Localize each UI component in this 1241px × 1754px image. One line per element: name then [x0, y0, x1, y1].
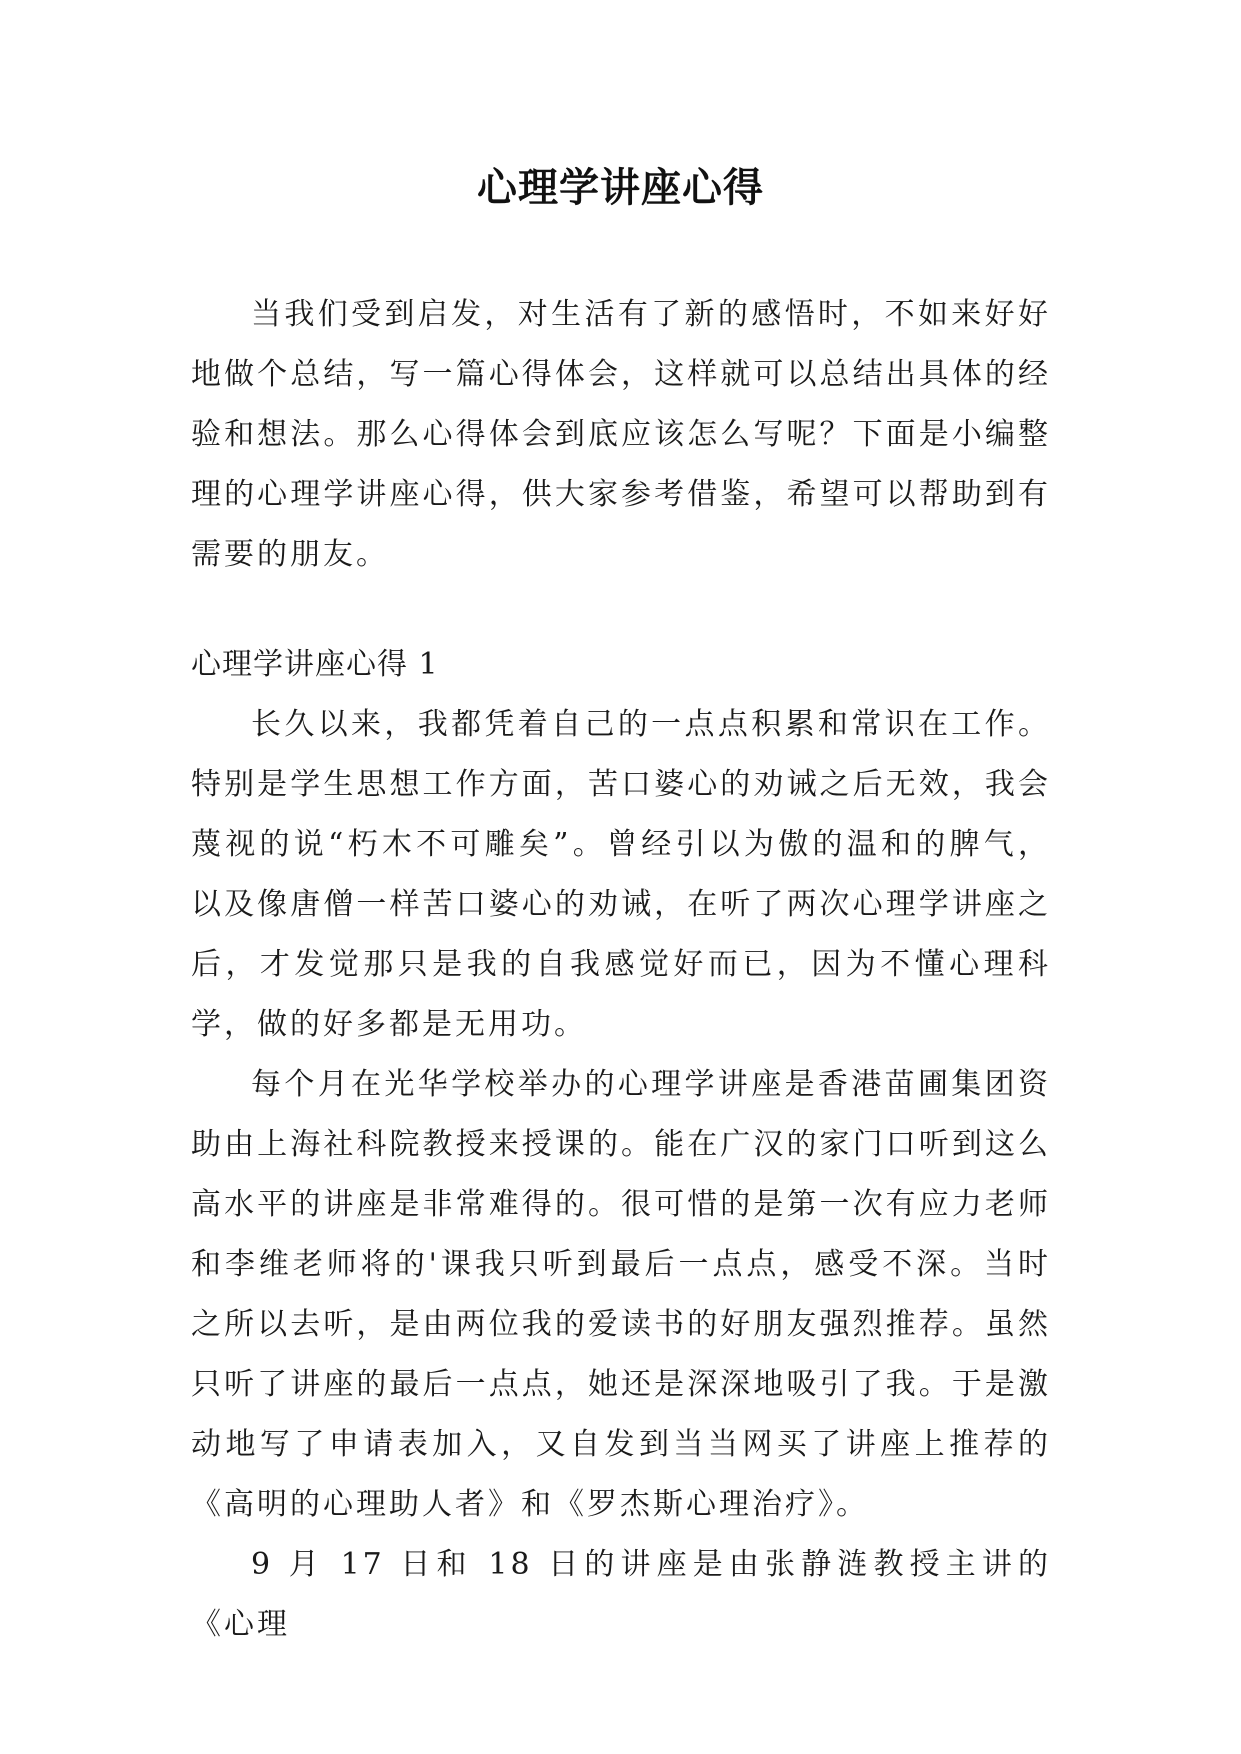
body-paragraph-3: 9 月 17 日和 18 日的讲座是由张静涟教授主讲的《心理 [191, 1547, 1051, 1642]
body-paragraph-1: 长久以来，我都凭着自己的一点点积累和常识在工作。特别是学生思想工作方面，苦口婆心的劝诫之后无效，我会蔑视的说“朽木不可雕矣”。曾经引以为傲的温和的脾气，以及像唐僧一样苦口婆心的劝诫，在听了两次心理学讲座之后，才发觉那只是我的自我感觉好而已，因为不懂心理科学，做的好多都是无用功。 [191, 707, 1051, 1042]
intro-paragraph: 当我们受到启发，对生活有了新的感悟时，不如来好好地做个总结，写一篇心得体会，这样就可以总结出具体的经验和想法。那么心得体会到底应该怎么写呢？下面是小编整理的心理学讲座心得，供大家参考借鉴，希望可以帮助到有需要的朋友。 [191, 297, 1051, 572]
document-title: 心理学讲座心得 [477, 165, 764, 211]
intro-block [191, 285, 1051, 585]
section-block [191, 635, 1051, 1655]
section-heading: 心理学讲座心得 1 [191, 647, 439, 682]
body-paragraph-2: 每个月在光华学校举办的心理学讲座是香港苗圃集团资助由上海社科院教授来授课的。能在广汉的家门口听到这么高水平的讲座是非常难得的。很可惜的是第一次有应力老师和李维老师将的'课我只听到最后一点点，感受不深。当时之所以去听，是由两位我的爱读书的好朋友强烈推荐。虽然只听了讲座的最后一点点，她还是深深地吸引了我。于是激动地写了申请表加入，又自发到当当网买了讲座上推荐的《高明的心理助人者》和《罗杰斯心理治疗》。 [191, 1067, 1051, 1522]
